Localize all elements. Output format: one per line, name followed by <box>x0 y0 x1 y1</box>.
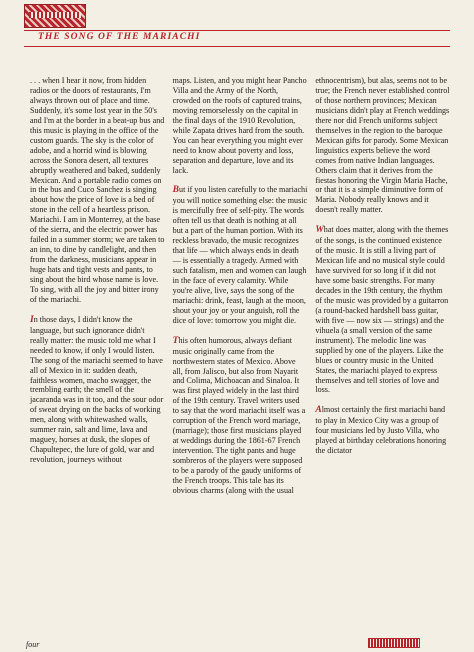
paragraph-text: hat does matter, along with the themes of the songs, is the continued existence of the music. It is still a living part of Mexican life and no musical style could have survived for so long if it did not have some basic strengths. For many decades in the 19th century, the rhythm of the music was provided by a guitarron (a round-backed hardshell bass guitar, with five — now six — strings) and the vihuela (a small version of the same instrument). The melodic line was supplied by one of the players. Like the blues or country music in the United States, the mariachi played to express themselves and tell stories of love and loss. <box>315 225 449 395</box>
article-column-2 <box>173 76 308 631</box>
article-paragraph <box>173 76 308 176</box>
paragraph-text: maps. Listen, and you might hear Pancho Villa and the Army of the North, crowded on the roofs of captured trains, moving remorselessly on the capital in the final days of the 1910 Revolution, while Zapata drives hard from the south. You can hear everything you might ever need to know about poverty and loss, separation and departure, love and its lack. <box>172 76 307 175</box>
paragraph-initial: B <box>172 185 180 196</box>
paragraph-text: ut if you listen carefully to the mariachi you will notice something else: the music is mercifully free of self-pity. The words often tell us that death is nothing at all but a part of the human portion. With its reckless bravado, the music recognizes that life — which always ends in death — is essentially a tragedy. Armed with such fatalism, men and women can laugh in the face of every calamity. While you're alive, live, says the song of the mariachi: drink, feast, laugh at the moon, shout your joy or your anguish, roll the dice of love: tomorrow you might die. <box>172 185 308 325</box>
paragraph-initial: A <box>315 405 322 416</box>
article-paragraph <box>315 76 450 215</box>
paragraph-initial: W <box>315 225 324 236</box>
header-rule-bottom <box>24 46 450 47</box>
article-body <box>30 76 450 631</box>
paragraph-text: his often humorous, always defiant music originally came from the northwestern states of Mexico. Above all, from Jalisco, but also from Nayarit and Colima, Michoacan and Sinaloa. It was first played widely in the last third of the 19th century. Travel writers used to say that the word mariachi itself was a corruption of the French word mariage, (marriage); those first musicians played at weddings during the 1861-67 French intervention. The tight pants and huge sombreros of the players were supposed to be a parody of the gaudy uniforms of the French troops. This tale has its obvious charms (along with the usual <box>172 335 306 495</box>
paragraph-text: lmost certainly the first mariachi band to play in Mexico City was a group of four musicians led by Justo Villa, who played at birthday celebrations honoring the dictator <box>315 405 447 456</box>
article-paragraph <box>30 76 165 305</box>
article-column-1 <box>30 76 165 631</box>
paragraph-text: . . . when I hear it now, from hidden radios or the doors of restaurants, I'm always thrown out of place and time. Suddenly, it's some lost year in the 50's and I'm at the border in a beat-up bus and this music is playing in the office of the custom guards. The sky is the color of adobe, and a horrid wind is blowing across the Sonora desert, all textures abruptly weathered and baked, suddenly Mexican. And a portable radio comes on in the bus and Cuco Sanchez is singing about how the price of love is a bed of stone in the cell of a heartless prison. Mariachi. I am in Monterrey, at the base of the sierra, and the electric power has failed in a summer storm; we are taken to an inn, to dine by candlelight, and then from the darkness, musicians appear in huge hats and tight vests and pants, to sing about the bird whose name is love. To sing, with all the joy and bitter irony of the mariachi. <box>30 76 165 304</box>
article-paragraph <box>173 336 308 496</box>
header-rule-top <box>24 30 450 31</box>
paragraph-initial: I <box>30 314 34 325</box>
article-paragraph <box>30 315 165 465</box>
paragraph-text: ethnocentrism), but alas, seems not to be true; the French never established control of those northern provinces; Mexican musicians didn't play at French weddings there nor did French uniforms subject themselves in the region to the baroque Mexican gifts for parody. Some Mexican linguistics experts believe the word comes from native Indian languages. Others claim that it derives from the fiestas honoring the Virgin Maria Hache, or that it is a simple diminutive form of Maria. Nobody really knows and it doesn't really matter. <box>315 76 450 215</box>
article-paragraph <box>173 185 308 325</box>
footer-logo-pattern <box>368 638 420 648</box>
page-number: four <box>26 640 40 649</box>
header-pattern-band <box>24 4 86 28</box>
paragraph-initial: T <box>172 335 179 346</box>
article-paragraph <box>315 405 450 456</box>
article-column-3 <box>315 76 450 631</box>
paragraph-text: n those days, I didn't know the language, but such ignorance didn't really matter: the music told me what I needed to know, if only I would listen. The song of the mariachi seemed to have all of Mexico in it: sudden death, faithless women, macho swagger, the trembling earth; the smell of the jacaranda was in it too, and the sour odor of sweat drying on the backs of working men, along with whitewashed walls, summer rain, salt and lime, lava and maguey, horses at dusk, the slopes of Chapultepec, the lure of gold, war and revolution, journeys without <box>30 314 164 465</box>
article-paragraph <box>315 225 450 395</box>
section-title: THE SONG OF THE MARIACHI <box>38 32 201 42</box>
